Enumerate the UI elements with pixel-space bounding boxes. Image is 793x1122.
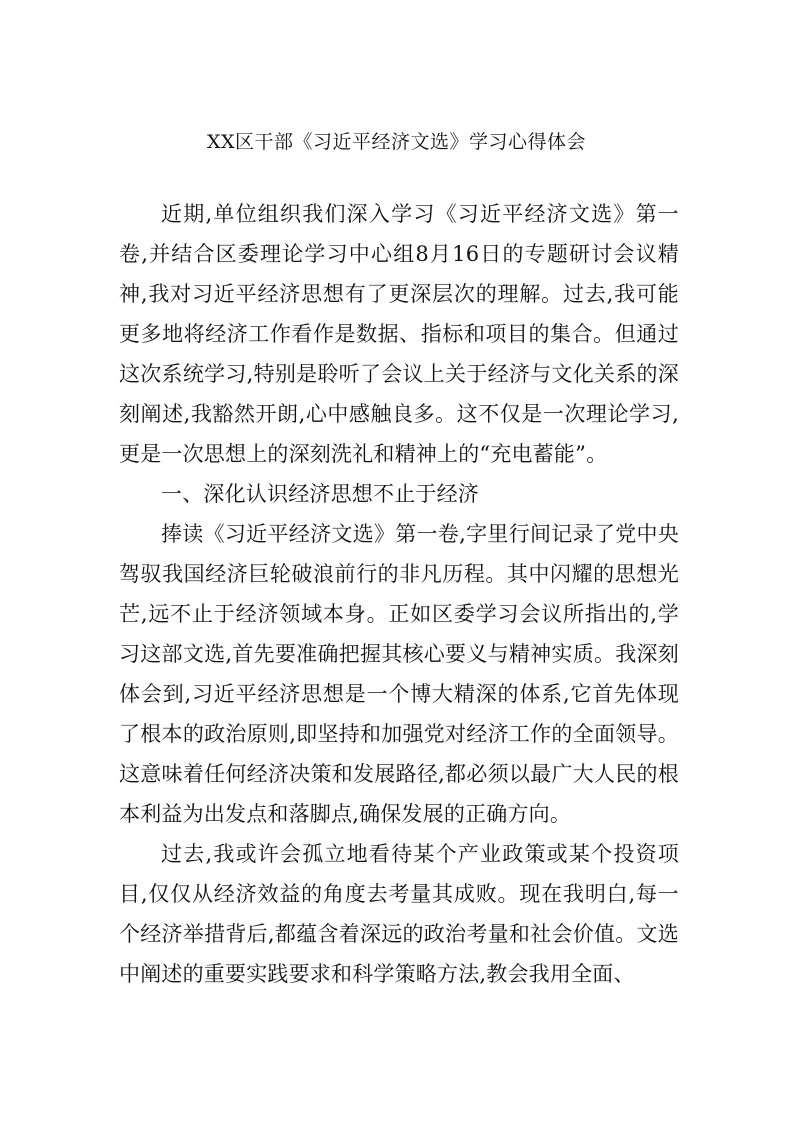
- document-title: XX区干部《习近平经济文选》学习心得体会: [206, 131, 587, 153]
- section-heading-1: 一、深化认识经济思想不止于经济: [161, 482, 479, 506]
- document-body: [119, 194, 679, 994]
- paragraph-section-1-cont: 过去,我或许会孤立地看待某个产业政策或某个投资项目,仅仅从经济效益的角度去考量其成败。现在我明白,每一个经济举措背后,都蕴含着深远的政治考量和社会价值。文选中阐述的重要实践要求和科学策略方法,教会我用全面、: [119, 842, 679, 986]
- paragraph-section-1: 捧读《习近平经济文选》第一卷,字里行间记录了党中央驾驭我国经济巨轮破浪前行的非凡历程。其中闪耀的思想光芒,远不止于经济领域本身。正如区委学习会议所指出的,学习这部文选,首先要准确把握其核心要义与精神实质。我深刻体会到,习近平经济思想是一个博大精深的体系,它首先体现了根本的政治原则,即坚持和加强党对经济工作的全面领导。这意味着任何经济决策和发展路径,都必须以最广大人民的根本利益为出发点和落脚点,确保发展的正确方向。: [119, 522, 679, 826]
- paragraph-intro: 近期,单位组织我们深入学习《习近平经济文选》第一卷,并结合区委理论学习中心组8月16日的专题研讨会议精神,我对习近平经济思想有了更深层次的理解。过去,我可能更多地将经济工作看作是数据、指标和项目的集合。但通过这次系统学习,特别是聆听了会议上关于经济与文化关系的深刻阐述,我豁然开朗,心中感触良多。这不仅是一次理论学习,更是一次思想上的深刻洗礼和精神上的“充电蓄能”。: [119, 202, 679, 466]
